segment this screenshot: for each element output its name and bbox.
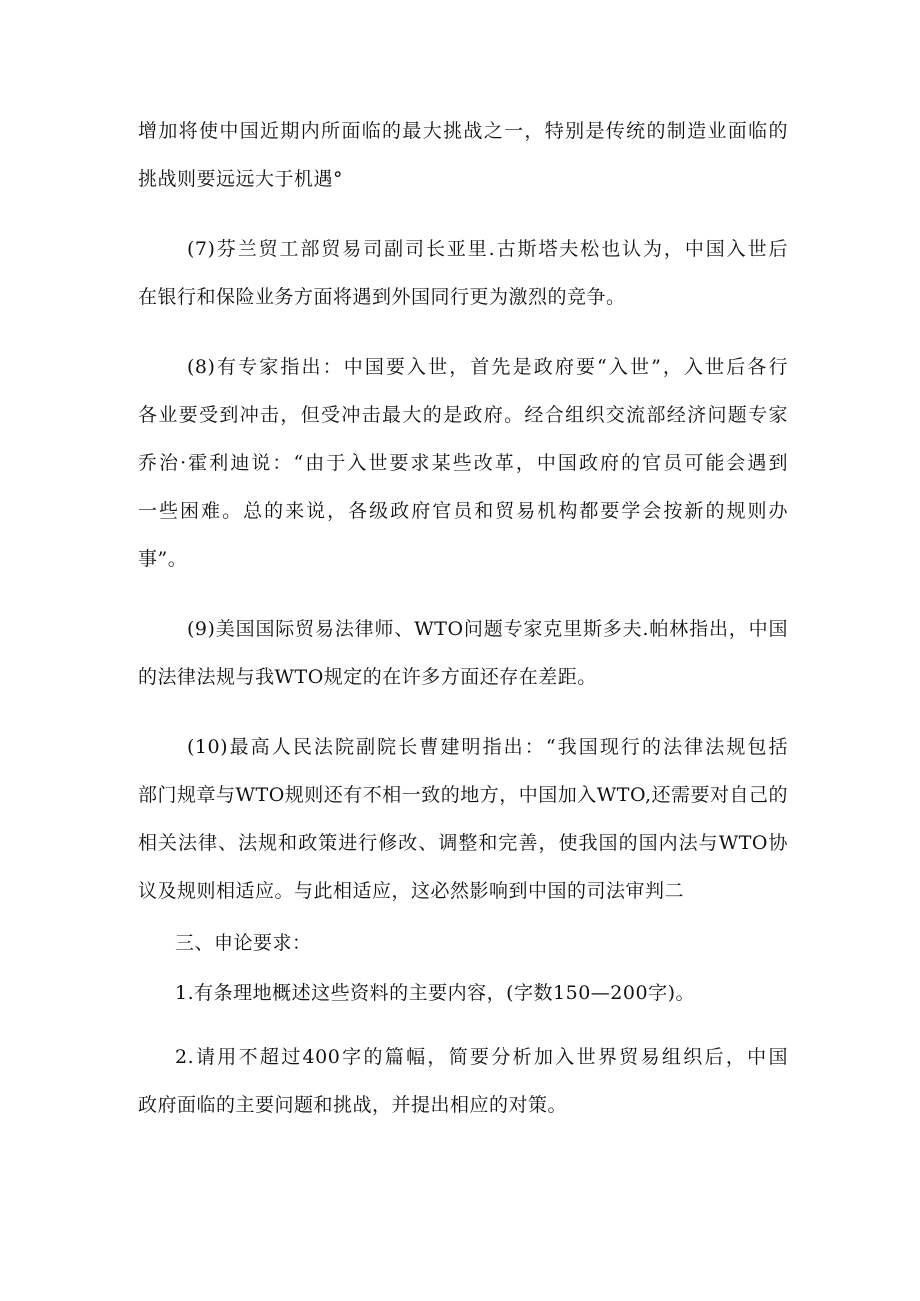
paragraph-line: 挑战则要远远大于机遇° — [138, 168, 344, 190]
paragraph-line: 增加将使中国近期内所面临的最大挑战之一，特别是传统的制造业面临的 — [138, 120, 788, 142]
paragraph-line: 部门规章与WTO规则还有不相一致的地方，中国加入WTO,还需要对自己的 — [138, 784, 788, 806]
requirement-item: 2.请用不超过400字的篇幅，简要分析加入世界贸易组织后，中国 — [175, 1046, 788, 1068]
paragraph-line: 事”。 — [138, 548, 188, 570]
requirement-item: 1.有条理地概述这些资料的主要内容，(字数150—200字)。 — [175, 982, 695, 1004]
section-heading: 三、申论要求： — [175, 932, 312, 954]
paragraph-line: (7)芬兰贸工部贸易司副司长亚里.古斯塔夫松也认为，中国入世后 — [187, 238, 788, 260]
paragraph-line: 相关法律、法规和政策进行修改、调整和完善，使我国的国内法与WTO协 — [138, 832, 788, 854]
paragraph-line: 议及规则相适应。与此相适应，这必然影响到中国的司法审判二 — [138, 880, 685, 902]
paragraph-line: 的法律法规与我WTO规定的在许多方面还存在差距。 — [138, 666, 597, 688]
paragraph-line: 一些困难。总的来说，各级政府官员和贸易机构都要学会按新的规则办 — [138, 500, 788, 522]
paragraph-line: (8)有专家指出：中国要入世，首先是政府要“入世”，入世后各行 — [187, 356, 788, 378]
paragraph-line: (10)最高人民法院副院长曹建明指出：“我国现行的法律法规包括 — [187, 736, 788, 758]
paragraph-line: 在银行和保险业务方面将遇到外国同行更为激烈的竞争。 — [138, 286, 626, 308]
paragraph-line: 乔治·霍利迪说：“由于入世要求某些改革，中国政府的官员可能会遇到 — [138, 452, 788, 474]
paragraph-line: (9)美国国际贸易法律师、WTO问题专家克里斯多夫.帕林指出，中国 — [187, 618, 788, 640]
paragraph-line: 各业要受到冲击，但受冲击最大的是政府。经合组织交流部经济问题专家 — [138, 404, 788, 426]
requirement-item-line: 政府面临的主要问题和挑战，并提出相应的对策。 — [138, 1094, 568, 1116]
